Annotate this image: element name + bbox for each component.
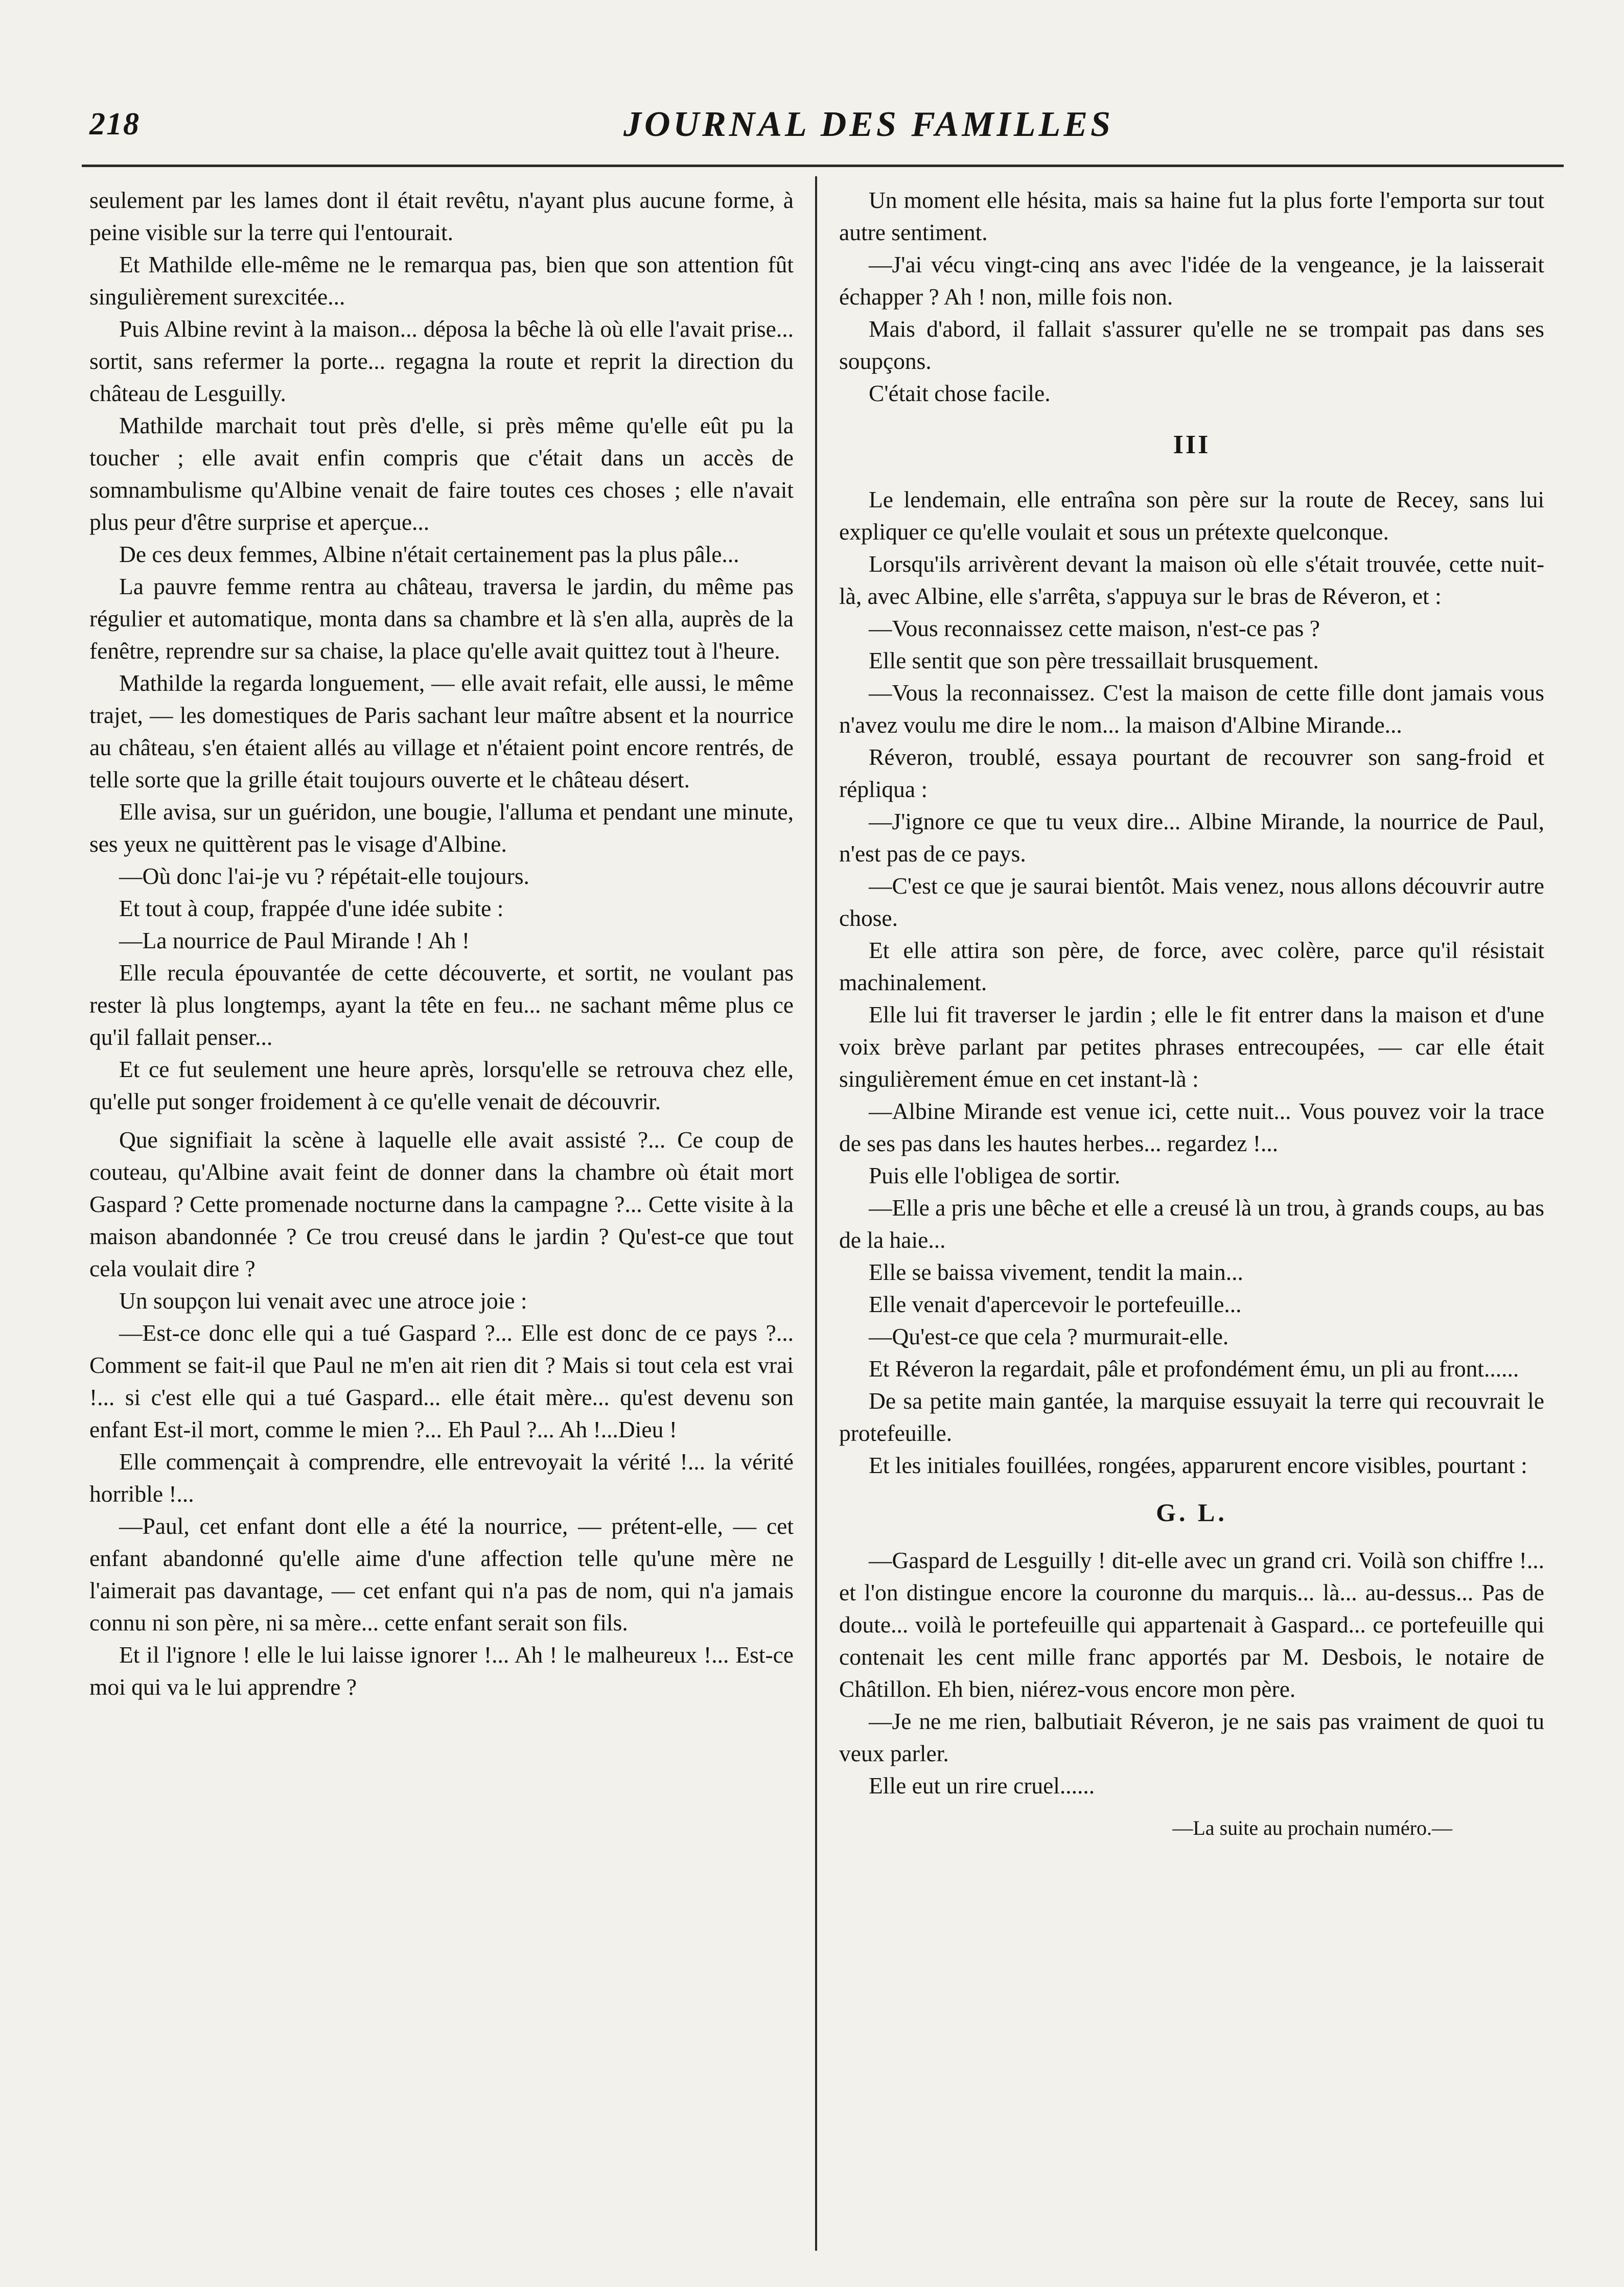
paragraph: Elle se baissa vivement, tendit la main... [869, 1259, 1243, 1285]
paragraph: Et elle attira son père, de force, avec colère, parce qu'il résistait machinalement. [839, 937, 1544, 995]
paragraph: Et tout à coup, frappée d'une idée subite : [119, 895, 504, 921]
paragraph: —Est-ce donc elle qui a tué Gaspard ?... Elle est donc de ce pays ?... Comment se fait-il que Paul ne m'en ait rien dit ? Mais si tout cela est vrai !... si c'est elle qui a tué Gaspard... elle était mère... qu'est devenu son enfant Est-il mort, comme le mien ?... Eh Paul ?... Ah !...Dieu ! [89, 1320, 794, 1442]
paragraph: Un moment elle hésita, mais sa haine fut la plus forte l'emporta sur tout autre sentiment. [839, 187, 1544, 245]
paragraph: —Albine Mirande est venue ici, cette nuit... Vous pouvez voir la trace de ses pas dans les hautes herbes... regardez !... [839, 1098, 1544, 1156]
left-column [89, 184, 794, 1703]
paragraph: Elle venait d'apercevoir le portefeuille... [869, 1291, 1242, 1317]
paragraph: —Elle a pris une bêche et elle a creusé là un trou, à grands coups, au bas de la haie... [839, 1195, 1544, 1253]
paragraph: Elle sentit que son père tressaillait brusquement. [869, 647, 1319, 673]
paragraph: —Qu'est-ce que cela ? murmurait-elle. [869, 1323, 1229, 1349]
paragraph: Le lendemain, elle entraîna son père sur la route de Recey, sans lui expliquer ce qu'elle voulait et sous un prétexte quelconque. [839, 486, 1544, 545]
paragraph: Et il l'ignore ! elle le lui laisse ignorer !... Ah ! le malheureux !... Est-ce moi qui va le lui apprendre ? [89, 1642, 794, 1700]
paragraph: Elle avisa, sur un guéridon, une bougie, l'alluma et pendant une minute, ses yeux ne quittèrent pas le visage d'Albine. [89, 799, 794, 857]
header-rule [82, 165, 1564, 167]
paragraph: —J'ai vécu vingt-cinq ans avec l'idée de la vengeance, je la laisserait échapper ? Ah ! non, mille fois non. [839, 251, 1544, 310]
continuation-note: —La suite au prochain numéro.— [1172, 1816, 1452, 1839]
page-header [0, 97, 1624, 153]
paragraph: La pauvre femme rentra au château, traversa le jardin, du même pas régulier et automatique, monta dans sa chambre et là s'en alla, auprès de la fenêtre, reprendre sur sa chaise, la place qu'elle avait quittez tout à l'heure. [89, 573, 794, 664]
paragraph: —Vous la reconnaissez. C'est la maison de cette fille dont jamais vous n'avez voulu me dire le nom... la maison d'Albine Mirande... [839, 680, 1544, 738]
section-heading: III [1173, 430, 1211, 459]
right-column [839, 184, 1544, 1844]
paragraph: —J'ignore ce que tu veux dire... Albine Mirande, la nourrice de Paul, n'est pas de ce pays. [839, 808, 1544, 867]
paragraph: Puis Albine revint à la maison... déposa la bêche là où elle l'avait prise... sortit, sans refermer la porte... regagna la route et reprit la direction du château de Lesguilly. [89, 316, 794, 406]
paragraph: —La nourrice de Paul Mirande ! Ah ! [119, 927, 470, 953]
column-divider [815, 176, 817, 2251]
paragraph: Et ce fut seulement une heure après, lorsqu'elle se retrouva chez elle, qu'elle put songer froidement à ce qu'elle venait de découvrir. [89, 1056, 794, 1114]
paragraph: Elle lui fit traverser le jardin ; elle le fit entrer dans la maison et d'une voix brève parlant par petites phrases entrecoupées, — car elle était singulièrement émue en cet instant-là : [839, 1001, 1544, 1092]
paragraph: Et Mathilde elle-même ne le remarqua pas, bien que son attention fût singulièrement surexcitée... [89, 251, 794, 310]
paragraph: Elle commençait à comprendre, elle entrevoyait la vérité !... la vérité horrible !... [89, 1449, 794, 1507]
paragraph: Mathilde marchait tout près d'elle, si près même qu'elle eût pu la toucher ; elle avait enfin compris que c'était dans un accès de somnambulisme qu'Albine venait de faire toutes ces choses ; elle n'avait plus peur d'être surprise et aperçue... [89, 412, 794, 535]
paragraph: Réveron, troublé, essaya pourtant de recouvrer son sang-froid et répliqua : [839, 744, 1544, 802]
paragraph: De sa petite main gantée, la marquise essuyait la terre qui recouvrait le protefeuille. [839, 1388, 1544, 1446]
paragraph: Lorsqu'ils arrivèrent devant la maison où elle s'était trouvée, cette nuit-là, avec Albine, elle s'arrêta, s'appuya sur le bras de Réveron, et : [839, 551, 1544, 609]
paragraph: Et Réveron la regardait, pâle et profondément ému, un pli au front...... [869, 1356, 1519, 1382]
page-number: 218 [89, 107, 140, 142]
paragraph: —Je ne me rien, balbutiait Réveron, je ne sais pas vraiment de quoi tu veux parler. [839, 1708, 1544, 1766]
paragraph: —C'est ce que je saurai bientôt. Mais venez, nous allons découvrir autre chose. [839, 873, 1544, 931]
paragraph: Que signifiait la scène à laquelle elle avait assisté ?... Ce coup de couteau, qu'Albine avait feint de donner dans la chambre où était mort Gaspard ? Cette promenade nocturne dans la campagne ?... Cette visite à la maison abandonnée ? Ce trou creusé dans le jardin ? Qu'est-ce que tout cela voulait dire ? [89, 1127, 794, 1281]
paragraph: Un soupçon lui venait avec une atroce joie : [119, 1288, 527, 1314]
paragraph: Et les initiales fouillées, rongées, apparurent encore visibles, pourtant : [869, 1452, 1527, 1478]
paragraph: —Où donc l'ai-je vu ? répétait-elle toujours. [119, 863, 529, 889]
initials: G. L. [1156, 1498, 1227, 1527]
paragraph: Puis elle l'obligea de sortir. [869, 1162, 1121, 1188]
paragraph: De ces deux femmes, Albine n'était certainement pas la plus pâle... [119, 541, 739, 567]
paragraph: Mais d'abord, il fallait s'assurer qu'elle ne se trompait pas dans ses soupçons. [839, 316, 1544, 374]
paragraph: —Gaspard de Lesguilly ! dit-elle avec un grand cri. Voilà son chiffre !... et l'on distingue encore la couronne du marquis... là... au-dessus... Pas de doute... voilà le portefeuille qui appartenait à Gaspard... ce portefeuille qui contenait les cent mille franc apportés par M. Desbois, le notaire de Châtillon. Eh bien, niérez-vous encore mon père. [839, 1547, 1544, 1702]
paragraph: Elle recula épouvantée de cette découverte, et sortit, ne voulant pas rester là plus longtemps, ayant la tête en feu... ne sachant même plus ce qu'il fallait penser... [89, 960, 794, 1050]
paragraph: —Paul, cet enfant dont elle a été la nourrice, — prétent-elle, — cet enfant abandonné qu'elle aime d'une affection telle qu'une mère ne l'aimerait pas davantage, — cet enfant qui n'a pas de nom, qui n'a jamais connu ni son père, ni sa mère... cette enfant serait son fils. [89, 1513, 794, 1636]
paragraph: Elle eut un rire cruel...... [869, 1772, 1095, 1799]
paragraph: —Vous reconnaissez cette maison, n'est-ce pas ? [869, 615, 1320, 641]
paragraph: C'était chose facile. [869, 380, 1051, 406]
paragraph: seulement par les lames dont il était revêtu, n'ayant plus aucune forme, à peine visible sur la terre qui l'entourait. [89, 187, 794, 245]
paragraph: Mathilde la regarda longuement, — elle avait refait, elle aussi, le même trajet, — les domestiques de Paris sachant leur maître absent et la nourrice au château, s'en étaient allés au village et n'étaient point encore rentrés, de telle sorte que la grille était toujours ouverte et le château désert. [89, 670, 794, 792]
journal-title: JOURNAL DES FAMILLES [623, 105, 1113, 144]
